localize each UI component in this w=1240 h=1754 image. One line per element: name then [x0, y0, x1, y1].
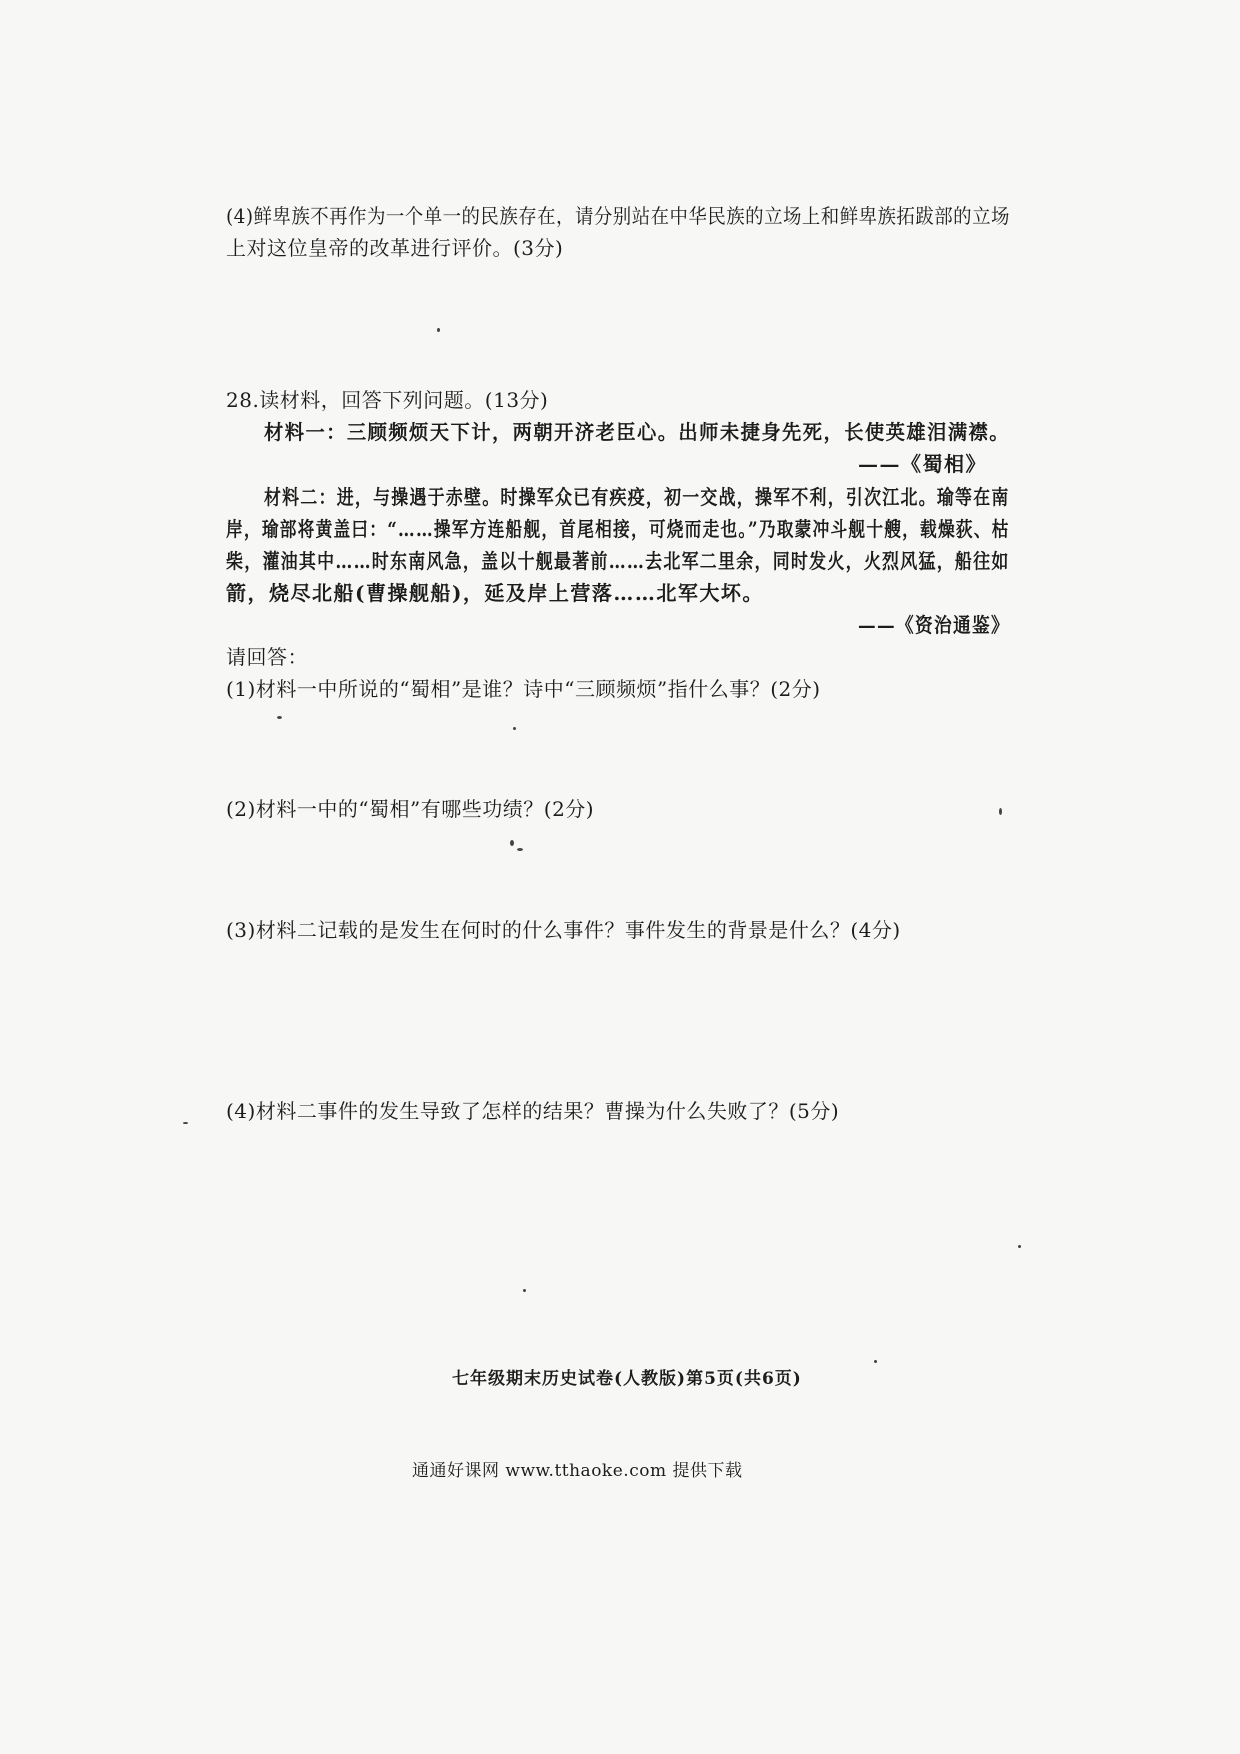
material-one-source: ——《蜀相》	[858, 452, 987, 476]
scan-speck	[513, 727, 516, 730]
scan-speck	[277, 716, 282, 719]
answer-prompt: 请回答：	[226, 645, 308, 669]
material-two-source: ——《资治通鉴》	[858, 613, 1010, 637]
q28-heading: 28.读材料，回答下列问题。(13分)	[226, 388, 549, 412]
scan-speck	[183, 1122, 188, 1124]
material-two-line3: 柴，灌油其中……时东南风急，盖以十舰最著前……去北军二里余，同时发火，火烈风猛，船往如	[226, 549, 1010, 573]
scan-speck	[523, 1289, 526, 1292]
q28-question-4: (4)材料二事件的发生导致了怎样的结果？曹操为什么失败了？(5分)	[226, 1099, 840, 1123]
q28-question-1: (1)材料一中所说的“蜀相”是谁？诗中“三顾频烦”指什么事？(2分)	[226, 677, 821, 701]
q28-question-2: (2)材料一中的“蜀相”有哪些功绩？(2分)	[226, 797, 595, 821]
q28-question-3: (3)材料二记载的是发生在何时的什么事件？事件发生的背景是什么？(4分)	[226, 918, 901, 942]
page-footer: 七年级期末历史试卷(人教版)第5页(共6页)	[452, 1369, 802, 1389]
scan-speck	[517, 848, 523, 851]
material-one: 材料一：三顾频烦天下计，两朝开济老臣心。出师未捷身先死，长使英雄泪满襟。	[264, 420, 1010, 444]
q27-part4-line2: 上对这位皇帝的改革进行评价。(3分)	[226, 236, 564, 260]
material-two-line4: 箭，烧尽北船(曹操舰船)，延及岸上营落……北军大坏。	[226, 581, 764, 605]
scan-speck	[999, 808, 1002, 815]
q27-part4-line1: (4)鲜卑族不再作为一个单一的民族存在，请分别站在中华民族的立场上和鲜卑族拓跋部的立场	[226, 204, 1010, 228]
site-watermark: 通通好课网 www.tthaoke.com 提供下载	[412, 1461, 743, 1481]
material-two-line2: 岸，瑜部将黄盖曰：“……操军方连船舰，首尾相接，可烧而走也。”乃取蒙冲斗舰十艘，载燥荻、枯	[226, 517, 1010, 541]
scan-speck	[437, 328, 440, 332]
material-two-line1: 材料二：进，与操遇于赤壁。时操军众已有疾疫，初一交战，操军不利，引次江北。瑜等在南	[264, 485, 1010, 509]
scan-speck	[1018, 1245, 1021, 1248]
scan-speck	[874, 1360, 877, 1363]
scan-speck	[510, 840, 514, 846]
